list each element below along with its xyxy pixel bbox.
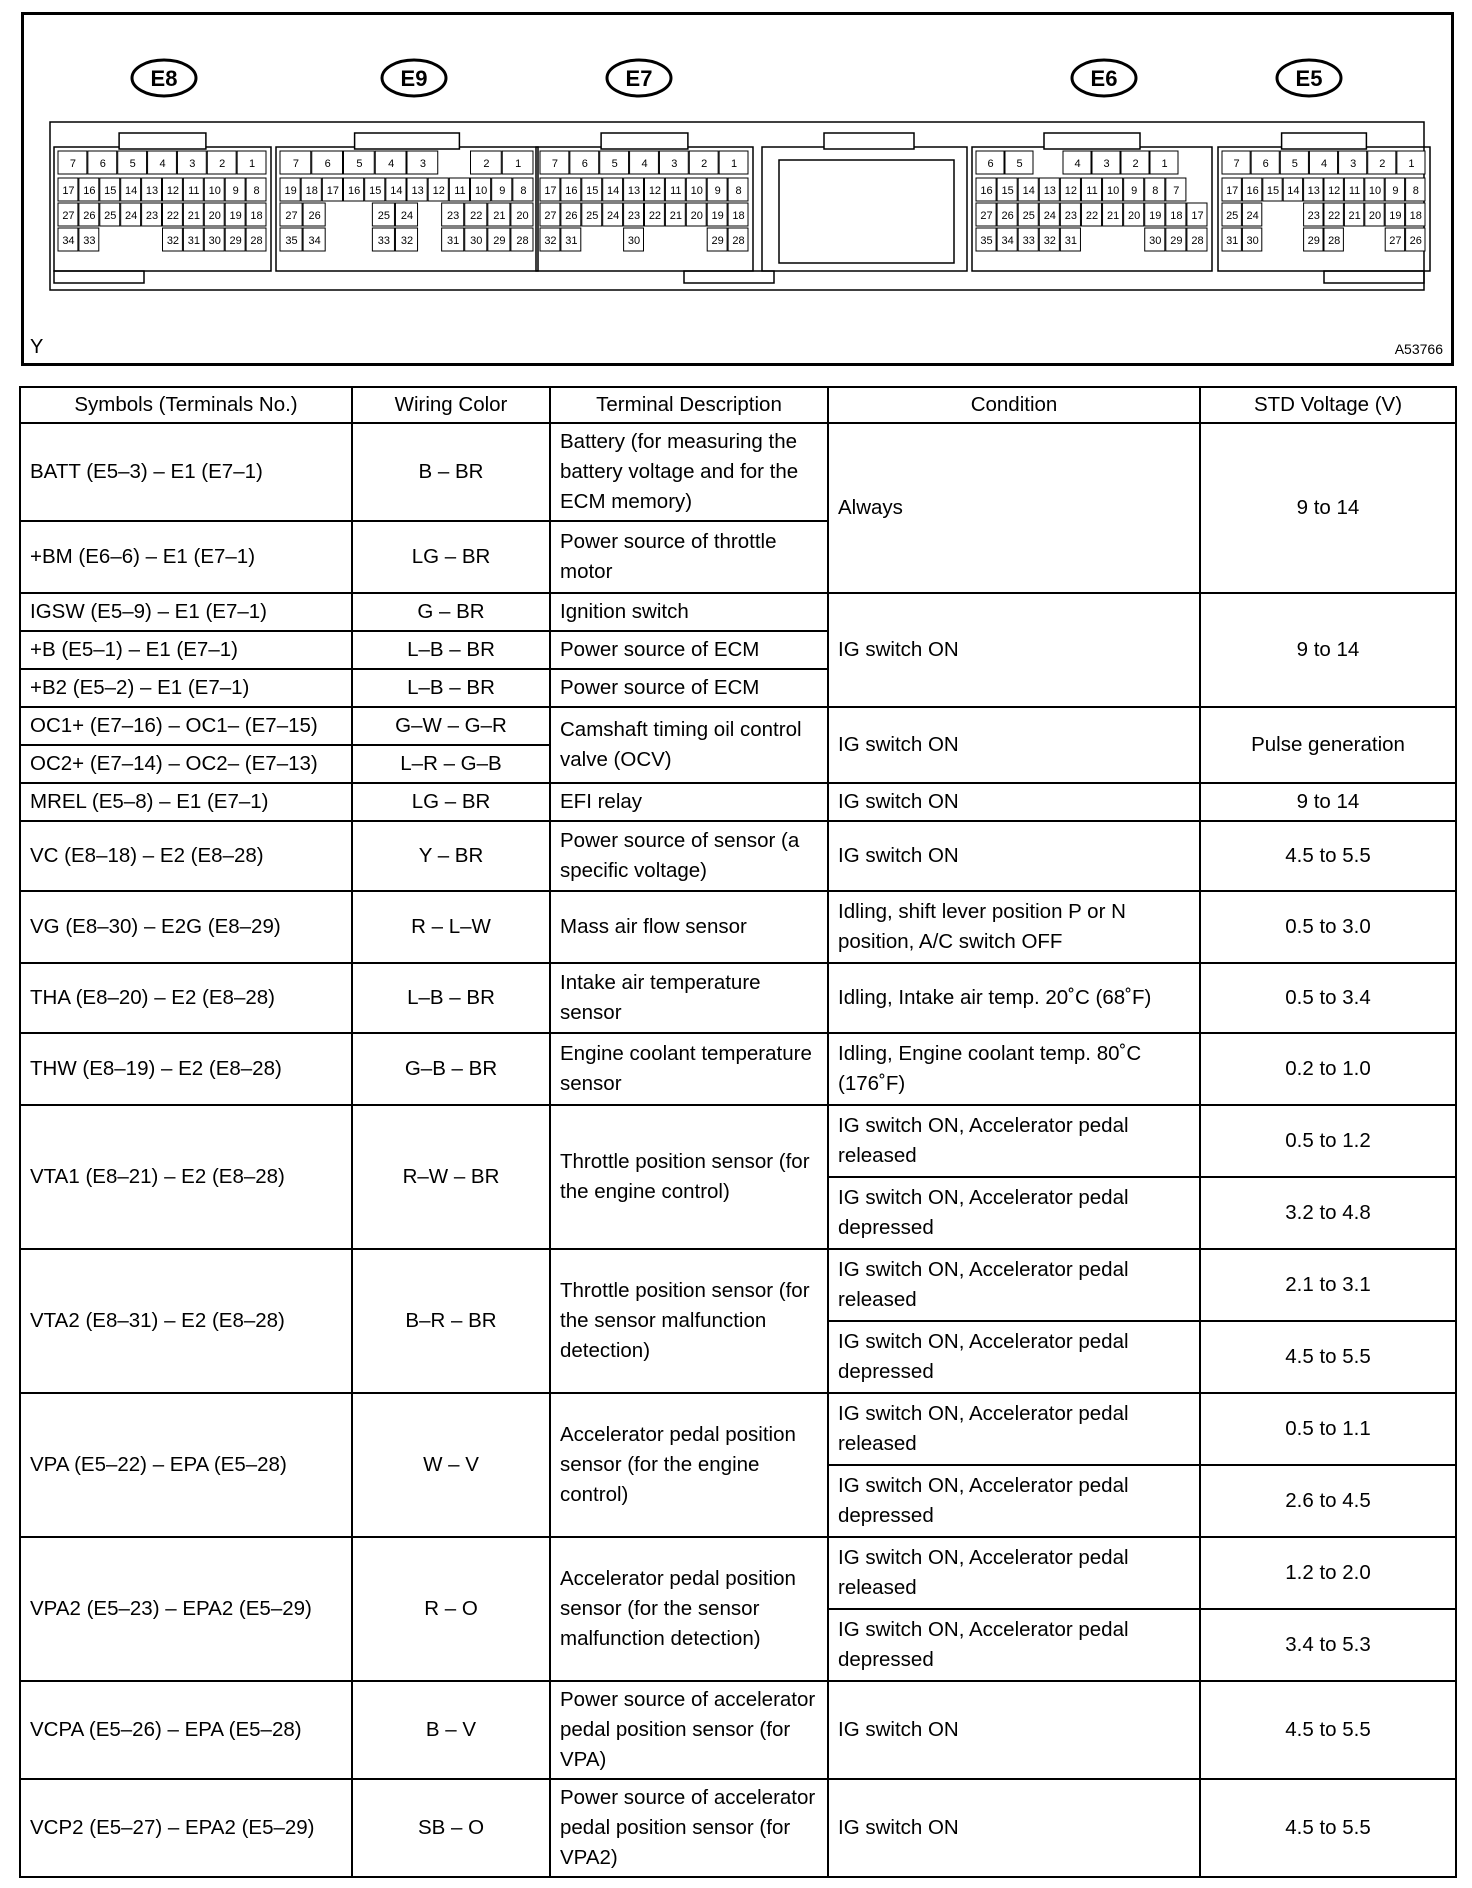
terminal-number: 27: [1389, 235, 1402, 247]
voltage-cell: 3.4 to 5.3: [1200, 1609, 1456, 1681]
table-row: [20, 1105, 1456, 1177]
terminal-number: 29: [711, 235, 724, 247]
table-row: [20, 821, 1456, 891]
terminal-number: 4: [1074, 158, 1081, 170]
terminal-number: 30: [1149, 235, 1162, 247]
table-row: [20, 593, 1456, 631]
connector-label: E8: [150, 66, 178, 91]
connector-label: E5: [1295, 66, 1323, 91]
wiring-color-cell: G–W – G–R: [352, 707, 550, 745]
terminal-number: 10: [474, 185, 488, 197]
table-row: [20, 1393, 1456, 1465]
terminal-number: 22: [166, 210, 180, 222]
terminal-number: 31: [1226, 235, 1239, 247]
terminal-number: 32: [400, 235, 414, 247]
header-terminal-description: Terminal Description: [550, 387, 828, 423]
terminal-number: 9: [1392, 185, 1399, 197]
description-cell: Engine coolant temperature sensor: [550, 1033, 828, 1105]
terminal-number: 20: [208, 210, 221, 222]
terminal-number: 35: [980, 235, 993, 247]
terminal-number: 10: [1106, 185, 1120, 197]
terminal-number: 3: [1103, 158, 1110, 170]
terminal-number: 5: [1016, 158, 1023, 170]
terminal-number: 25: [104, 210, 117, 222]
terminal-number: 12: [432, 185, 445, 197]
terminal-number: 21: [1106, 210, 1120, 222]
condition-cell: Always: [828, 423, 1200, 593]
terminal-number: 13: [1307, 185, 1320, 197]
wiring-color-cell: L–B – BR: [352, 669, 550, 707]
terminal-number: 30: [208, 235, 221, 247]
terminal-number: 26: [1409, 235, 1422, 247]
connector-latch: [1044, 133, 1140, 149]
connector-label: E9: [400, 66, 428, 91]
wiring-color-cell: L–B – BR: [352, 963, 550, 1033]
wiring-color-cell: SB – O: [352, 1779, 550, 1877]
description-cell: Power source of ECM: [550, 669, 828, 707]
terminal-number: 29: [493, 235, 506, 247]
condition-cell: Idling, Intake air temp. 20˚C (68˚F): [828, 963, 1200, 1033]
condition-cell: IG switch ON: [828, 1779, 1200, 1877]
terminal-number: 28: [250, 235, 263, 247]
terminal-number: 15: [1001, 185, 1014, 197]
header-symbols: Symbols (Terminals No.): [20, 387, 352, 423]
terminal-number: 11: [1348, 185, 1361, 197]
symbol-cell: THA (E8–20) – E2 (E8–28): [20, 963, 352, 1033]
bottom-flange: [54, 271, 144, 283]
terminal-number: 24: [1043, 210, 1056, 222]
terminal-number: 23: [627, 210, 641, 222]
terminal-number: 2: [483, 158, 490, 170]
ecm-connector-drawing: [24, 15, 1451, 363]
terminal-number: 10: [690, 185, 703, 197]
description-cell: Power source of sensor (a specific voltage): [550, 821, 828, 891]
terminal-number: 6: [1262, 158, 1269, 170]
terminal-number: 24: [1246, 210, 1259, 222]
wiring-color-cell: G–B – BR: [352, 1033, 550, 1105]
header-condition: Condition: [828, 387, 1200, 423]
terminal-number: 12: [166, 185, 180, 197]
voltage-cell: 4.5 to 5.5: [1200, 821, 1456, 891]
voltage-cell: 0.5 to 3.0: [1200, 891, 1456, 963]
terminal-number: 34: [1001, 235, 1014, 247]
terminal-number: 12: [1328, 185, 1341, 197]
terminal-number: 13: [411, 185, 424, 197]
terminal-number: 18: [1409, 210, 1422, 222]
terminal-number: 26: [83, 210, 96, 222]
terminal-number: 10: [208, 185, 221, 197]
terminal-number: 15: [369, 185, 382, 197]
description-cell: Accelerator pedal position sensor (for the engine control): [550, 1393, 828, 1537]
symbol-cell: MREL (E5–8) – E1 (E7–1): [20, 783, 352, 821]
symbol-cell: VPA (E5–22) – EPA (E5–28): [20, 1393, 352, 1537]
voltage-cell: 2.6 to 4.5: [1200, 1465, 1456, 1537]
symbol-cell: VCP2 (E5–27) – EPA2 (E5–29): [20, 1779, 352, 1877]
terminal-number: 30: [1246, 235, 1259, 247]
voltage-cell: 4.5 to 5.5: [1200, 1321, 1456, 1393]
terminal-number: 1: [1408, 158, 1415, 170]
terminal-number: 32: [544, 235, 557, 247]
wiring-color-cell: G – BR: [352, 593, 550, 631]
terminal-number: 14: [125, 185, 138, 197]
terminal-number: 12: [648, 185, 662, 197]
connector-latch: [601, 133, 688, 149]
wiring-color-cell: LG – BR: [352, 521, 550, 593]
terminal-number: 34: [308, 235, 321, 247]
symbol-cell: VG (E8–30) – E2G (E8–29): [20, 891, 352, 963]
terminal-number: 28: [1328, 235, 1341, 247]
terminal-number: 11: [1086, 185, 1098, 197]
terminal-number: 15: [1266, 185, 1280, 197]
connector-latch: [1282, 133, 1367, 149]
terminal-number: 18: [250, 210, 263, 222]
terminal-number: 6: [99, 158, 106, 170]
terminal-number: 8: [735, 185, 742, 197]
terminal-number: 7: [1173, 185, 1180, 197]
voltage-cell: 9 to 14: [1200, 593, 1456, 707]
symbol-cell: BATT (E5–3) – E1 (E7–1): [20, 423, 352, 521]
symbol-cell: VTA2 (E8–31) – E2 (E8–28): [20, 1249, 352, 1393]
description-cell: EFI relay: [550, 783, 828, 821]
description-cell: Power source of accelerator pedal position sensor (for VPA): [550, 1681, 828, 1779]
terminal-number: 11: [188, 185, 200, 197]
terminal-number: 20: [1368, 210, 1382, 222]
terminal-number: 6: [581, 158, 588, 170]
terminal-number: 11: [454, 185, 466, 197]
terminal-number: 9: [232, 185, 239, 197]
wiring-color-cell: R – O: [352, 1537, 550, 1681]
terminal-number: 27: [285, 210, 298, 222]
terminal-number: 25: [586, 210, 599, 222]
terminal-number: 13: [1043, 185, 1056, 197]
terminal-number: 4: [388, 158, 395, 170]
terminal-number: 29: [1307, 235, 1320, 247]
bottom-flange: [1324, 271, 1424, 283]
condition-cell: Idling, Engine coolant temp. 80˚C (176˚F): [828, 1033, 1200, 1105]
terminal-number: 30: [470, 235, 483, 247]
terminal-number: 19: [284, 185, 297, 197]
terminal-number: 13: [145, 185, 159, 197]
terminal-number: 8: [253, 185, 260, 197]
terminal-number: 23: [1064, 210, 1078, 222]
terminal-number: 14: [1287, 185, 1300, 197]
terminal-number: 23: [447, 210, 460, 222]
symbol-cell: +B2 (E5–2) – E1 (E7–1): [20, 669, 352, 707]
voltage-cell: 0.5 to 1.1: [1200, 1393, 1456, 1465]
terminal-number: 19: [229, 210, 242, 222]
table-row: [20, 891, 1456, 963]
terminal-number: 17: [326, 185, 340, 197]
terminal-number: 30: [627, 235, 641, 247]
terminal-number: 17: [1226, 185, 1239, 197]
voltage-cell: 0.5 to 3.4: [1200, 963, 1456, 1033]
terminal-number: 6: [987, 158, 994, 170]
description-cell: Camshaft timing oil control valve (OCV): [550, 707, 828, 783]
terminal-number: 14: [607, 185, 620, 197]
terminal-number: 9: [499, 185, 506, 197]
condition-cell: IG switch ON: [828, 783, 1200, 821]
condition-cell: IG switch ON, Accelerator pedal released: [828, 1393, 1200, 1465]
terminal-number: 10: [1368, 185, 1382, 197]
wiring-color-cell: W – V: [352, 1393, 550, 1537]
terminal-number: 18: [732, 210, 745, 222]
description-cell: Battery (for measuring the battery voltage and for the ECM memory): [550, 423, 828, 521]
terminal-number: 22: [470, 210, 483, 222]
terminal-number: 1: [515, 158, 522, 170]
terminal-number: 14: [1022, 185, 1035, 197]
voltage-cell: 9 to 14: [1200, 423, 1456, 593]
symbol-cell: OC1+ (E7–16) – OC1– (E7–15): [20, 707, 352, 745]
terminal-number: 20: [690, 210, 703, 222]
voltage-cell: 4.5 to 5.5: [1200, 1681, 1456, 1779]
terminal-number: 27: [980, 210, 993, 222]
terminal-number: 5: [611, 158, 618, 170]
terminal-number: 7: [69, 158, 76, 170]
terminal-number: 22: [648, 210, 662, 222]
terminal-number: 6: [324, 158, 331, 170]
terminal-number: 26: [565, 210, 578, 222]
terminal-number: 14: [390, 185, 403, 197]
voltage-cell: 9 to 14: [1200, 783, 1456, 821]
terminal-number: 25: [377, 210, 391, 222]
condition-cell: IG switch ON: [828, 821, 1200, 891]
table-header-row: [20, 387, 1456, 423]
terminal-number: 3: [671, 158, 678, 170]
connector-label: E6: [1090, 66, 1118, 91]
table-row: [20, 1779, 1456, 1877]
wiring-color-cell: Y – BR: [352, 821, 550, 891]
symbol-cell: VCPA (E5–26) – EPA (E5–28): [20, 1681, 352, 1779]
connector-diagram: [21, 12, 1454, 366]
description-cell: Ignition switch: [550, 593, 828, 631]
voltage-cell: 0.2 to 1.0: [1200, 1033, 1456, 1105]
description-cell: Mass air flow sensor: [550, 891, 828, 963]
terminal-number: 5: [356, 158, 363, 170]
terminal-number: 33: [83, 235, 96, 247]
terminal-number: 9: [1131, 185, 1138, 197]
terminal-number: 7: [1233, 158, 1240, 170]
terminal-number: 27: [62, 210, 75, 222]
terminal-number: 24: [125, 210, 138, 222]
terminal-number: 15: [586, 185, 599, 197]
table-row: [20, 963, 1456, 1033]
terminal-number: 2: [219, 158, 226, 170]
terminal-number: 13: [627, 185, 641, 197]
terminal-number: 27: [544, 210, 557, 222]
bottom-flange: [684, 271, 774, 283]
terminal-number: 4: [159, 158, 166, 170]
terminal-number: 21: [669, 210, 682, 222]
terminal-number: 15: [104, 185, 117, 197]
symbol-cell: OC2+ (E7–14) – OC2– (E7–13): [20, 745, 352, 783]
terminal-number: 21: [187, 210, 200, 222]
symbol-cell: VPA2 (E5–23) – EPA2 (E5–29): [20, 1537, 352, 1681]
voltage-cell: 2.1 to 3.1: [1200, 1249, 1456, 1321]
terminal-number: 18: [1170, 210, 1183, 222]
terminal-number: 29: [1170, 235, 1183, 247]
connector-latch: [355, 133, 460, 149]
voltage-cell: 4.5 to 5.5: [1200, 1779, 1456, 1877]
connector-latch: [119, 133, 206, 149]
terminal-number: 8: [520, 185, 527, 197]
terminal-number: 25: [1226, 210, 1239, 222]
voltage-cell: 0.5 to 1.2: [1200, 1105, 1456, 1177]
table-row: [20, 783, 1456, 821]
header-wiring-color: Wiring Color: [352, 387, 550, 423]
wiring-color-cell: R – L–W: [352, 891, 550, 963]
condition-cell: Idling, shift lever position P or N position, A/C switch OFF: [828, 891, 1200, 963]
terminal-number: 34: [62, 235, 75, 247]
center-housing-inner: [779, 160, 954, 263]
figure-code: A53766: [1394, 341, 1443, 357]
terminal-number: 35: [285, 235, 298, 247]
terminal-number: 31: [447, 235, 460, 247]
wiring-color-cell: R–W – BR: [352, 1105, 550, 1249]
terminal-number: 7: [551, 158, 558, 170]
terminal-number: 22: [1328, 210, 1341, 222]
table-row: [20, 1033, 1456, 1105]
terminal-number: 28: [1191, 235, 1204, 247]
terminal-number: 2: [1379, 158, 1386, 170]
terminal-number: 1: [1161, 158, 1168, 170]
voltage-cell: Pulse generation: [1200, 707, 1456, 783]
header-std-voltage: STD Voltage (V): [1200, 387, 1456, 423]
terminal-number: 28: [732, 235, 745, 247]
terminal-number: 17: [544, 185, 557, 197]
description-cell: Power source of throttle motor: [550, 521, 828, 593]
condition-cell: IG switch ON, Accelerator pedal released: [828, 1105, 1200, 1177]
figure-letter: Y: [30, 336, 44, 358]
condition-cell: IG switch ON: [828, 1681, 1200, 1779]
terminal-number: 16: [347, 185, 361, 197]
terminal-number: 33: [1022, 235, 1035, 247]
terminal-number: 32: [166, 235, 180, 247]
terminal-number: 21: [493, 210, 506, 222]
terminal-spec-table: [19, 386, 1457, 1878]
description-cell: Intake air temperature sensor: [550, 963, 828, 1033]
terminal-number: 20: [516, 210, 529, 222]
terminal-number: 33: [377, 235, 391, 247]
terminal-number: 5: [1291, 158, 1298, 170]
terminal-number: 32: [1043, 235, 1056, 247]
terminal-number: 26: [1001, 210, 1014, 222]
condition-cell: IG switch ON, Accelerator pedal depressed: [828, 1177, 1200, 1249]
condition-cell: IG switch ON, Accelerator pedal depressed: [828, 1321, 1200, 1393]
table-row: [20, 707, 1456, 745]
terminal-number: 20: [1128, 210, 1141, 222]
symbol-cell: VTA1 (E8–21) – E2 (E8–28): [20, 1105, 352, 1249]
terminal-number: 29: [229, 235, 242, 247]
center-latch: [824, 133, 914, 149]
voltage-cell: 3.2 to 4.8: [1200, 1177, 1456, 1249]
terminal-number: 9: [714, 185, 721, 197]
condition-cell: IG switch ON, Accelerator pedal depressed: [828, 1465, 1200, 1537]
table-row: [20, 423, 1456, 521]
condition-cell: IG switch ON, Accelerator pedal depressed: [828, 1609, 1200, 1681]
condition-cell: IG switch ON: [828, 593, 1200, 707]
wiring-color-cell: LG – BR: [352, 783, 550, 821]
terminal-number: 31: [565, 235, 578, 247]
description-cell: Power source of ECM: [550, 631, 828, 669]
terminal-number: 24: [607, 210, 620, 222]
terminal-number: 31: [187, 235, 200, 247]
description-cell: Throttle position sensor (for the sensor malfunction detection): [550, 1249, 828, 1393]
terminal-number: 5: [129, 158, 136, 170]
wiring-color-cell: B – BR: [352, 423, 550, 521]
terminal-number: 8: [1152, 185, 1159, 197]
terminal-number: 16: [980, 185, 993, 197]
description-cell: Accelerator pedal position sensor (for the sensor malfunction detection): [550, 1537, 828, 1681]
terminal-number: 19: [1389, 210, 1402, 222]
terminal-number: 16: [565, 185, 578, 197]
symbol-cell: VC (E8–18) – E2 (E8–28): [20, 821, 352, 891]
terminal-number: 2: [701, 158, 708, 170]
terminal-number: 23: [1307, 210, 1320, 222]
table-row: [20, 1681, 1456, 1779]
terminal-number: 1: [731, 158, 738, 170]
terminal-number: 23: [145, 210, 159, 222]
terminal-number: 31: [1064, 235, 1078, 247]
terminal-number: 4: [641, 158, 648, 170]
wiring-color-cell: L–R – G–B: [352, 745, 550, 783]
terminal-number: 22: [1085, 210, 1099, 222]
wiring-color-cell: B–R – BR: [352, 1249, 550, 1393]
wiring-color-cell: B – V: [352, 1681, 550, 1779]
terminal-number: 1: [249, 158, 256, 170]
terminal-number: 3: [189, 158, 196, 170]
terminal-number: 8: [1412, 185, 1419, 197]
wiring-color-cell: L–B – BR: [352, 631, 550, 669]
terminal-number: 21: [1348, 210, 1361, 222]
condition-cell: IG switch ON: [828, 707, 1200, 783]
terminal-number: 3: [419, 158, 426, 170]
table-row: [20, 1537, 1456, 1609]
terminal-number: 11: [670, 185, 682, 197]
terminal-number: 17: [1191, 210, 1204, 222]
terminal-number: 3: [1350, 158, 1357, 170]
terminal-number: 16: [83, 185, 96, 197]
description-cell: Throttle position sensor (for the engine control): [550, 1105, 828, 1249]
voltage-cell: 1.2 to 2.0: [1200, 1537, 1456, 1609]
terminal-number: 4: [1320, 158, 1328, 170]
terminal-number: 25: [1022, 210, 1035, 222]
symbol-cell: THW (E8–19) – E2 (E8–28): [20, 1033, 352, 1105]
terminal-number: 28: [516, 235, 529, 247]
terminal-number: 7: [292, 158, 299, 170]
terminal-number: 19: [1149, 210, 1162, 222]
terminal-number: 19: [711, 210, 724, 222]
connector-label: E7: [625, 66, 653, 91]
terminal-number: 16: [1246, 185, 1259, 197]
terminal-number: 17: [62, 185, 75, 197]
terminal-number: 24: [400, 210, 414, 222]
terminal-number: 2: [1132, 158, 1139, 170]
table-row: [20, 1249, 1456, 1321]
description-cell: Power source of accelerator pedal position sensor (for VPA2): [550, 1779, 828, 1877]
terminal-number: 26: [308, 210, 321, 222]
condition-cell: IG switch ON, Accelerator pedal released: [828, 1537, 1200, 1609]
symbol-cell: IGSW (E5–9) – E1 (E7–1): [20, 593, 352, 631]
condition-cell: IG switch ON, Accelerator pedal released: [828, 1249, 1200, 1321]
terminal-number: 12: [1064, 185, 1078, 197]
symbol-cell: +BM (E6–6) – E1 (E7–1): [20, 521, 352, 593]
terminal-number: 18: [305, 185, 318, 197]
symbol-cell: +B (E5–1) – E1 (E7–1): [20, 631, 352, 669]
